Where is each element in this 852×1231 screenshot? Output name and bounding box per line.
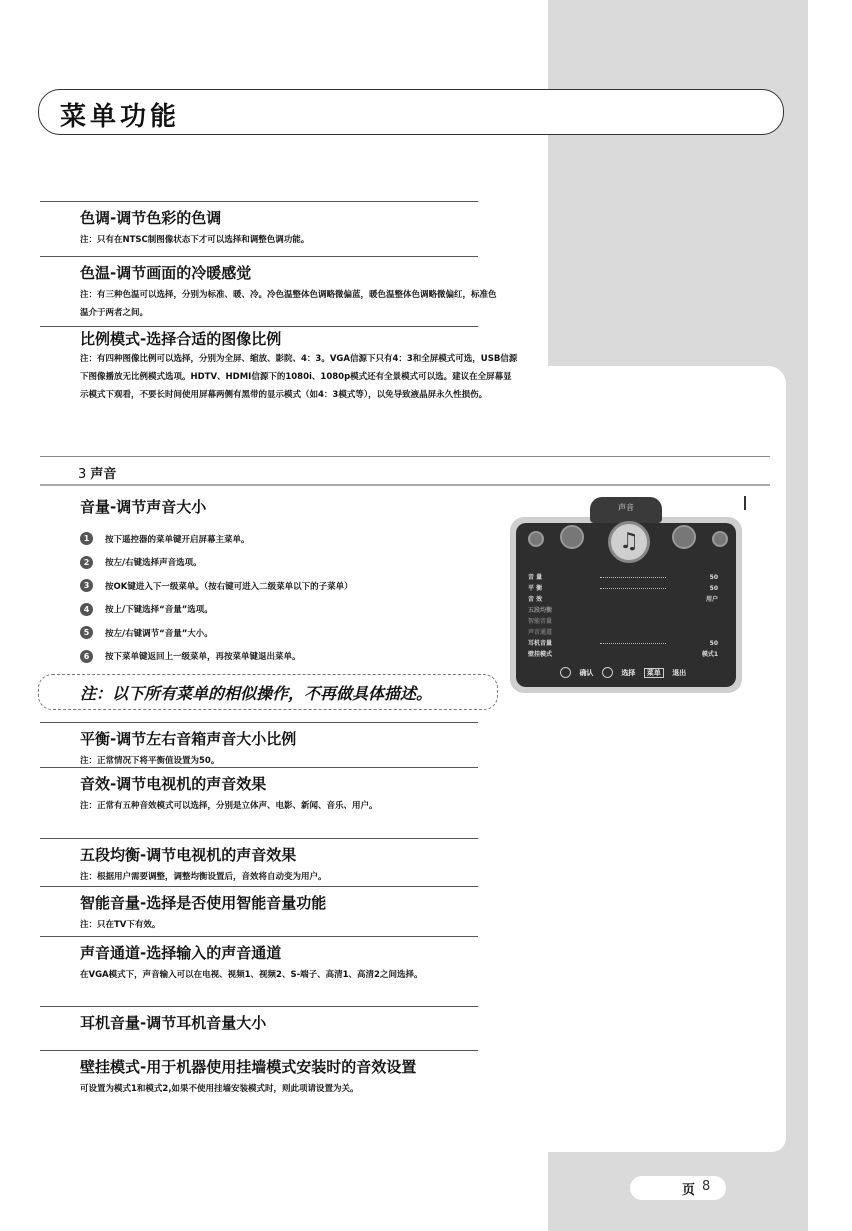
step-text: 按左/右键调节“音量”大小。 [105,628,213,639]
section-note: 注：有三种色温可以选择，分别为标准、暖、冷。冷色温整体色调略微偏蓝，暖色温整体色调略微偏红，标准色温介于两者之间。 [80,290,497,318]
step-list [80,527,353,668]
section-heading: 五段均衡-调节电视机的声音效果 [80,846,297,864]
sound-section-header [78,463,116,482]
section-number: 3 [78,467,87,482]
divider [40,1050,478,1051]
tv-icon [672,525,696,549]
section-heading: 壁挂模式-用于机器使用挂墙模式安装时的音效设置 [80,1058,417,1076]
list-item [80,527,353,551]
section-note: 可设置为模式1和模式2,如果不使用挂墙安装模式时，则此项请设置为关。 [80,1084,359,1094]
section-heading: 智能音量-选择是否使用智能音量功能 [80,894,327,912]
section-heading: 耳机音量-调节耳机音量大小 [80,1014,267,1032]
section-heading: 色温-调节画面的冷暖感觉 [80,264,252,282]
divider [40,936,478,937]
menu-footer [560,667,692,678]
select-label: 选择 [621,668,636,677]
divider [40,767,478,768]
section-heading: 音效-调节电视机的声音效果 [80,775,267,793]
list-item [80,598,353,622]
section-heading: 比例模式-选择合适的图像比例 [80,330,282,348]
step-number-icon: 4 [80,603,93,616]
step-text: 按OK键进入下一级菜单。（按右键可进入二级菜单以下的子菜单） [105,581,353,592]
music-note-icon: ♫ [608,521,650,563]
menu-row: 声音通道 [528,629,553,636]
section-heading: 声音通道-选择输入的声音通道 [80,944,282,962]
page-number-badge [630,1176,726,1200]
step-text: 按上/下键选择“音量”选项。 [105,605,213,616]
divider [40,1006,478,1007]
section-note: 注：只在TV下有效。 [80,920,161,930]
menu-row: 音 量 50 [528,574,718,581]
section-note: 注：正常情况下将平衡值设置为50。 [80,756,220,766]
section-heading: 色调-调节色彩的色调 [80,209,222,227]
step-number-icon: 3 [80,579,93,592]
gear-icon [560,525,584,549]
section-note: 在VGA模式下，声音输入可以在电视、视频1、视频2、S-端子、高清1、高清2之间选择。 [80,970,423,980]
ok-key-icon [560,667,571,678]
vertical-marker [744,496,746,510]
divider [40,484,770,486]
section-heading: 平衡-调节左右音箱声音大小比例 [80,730,297,748]
divider [40,456,770,457]
menu-row: 五段均衡 [528,607,553,614]
page-title: 菜单功能 [60,102,181,132]
page-number: 8 [702,1179,711,1194]
menu-row: 壁挂模式 模式1 [528,651,718,658]
menu-caption: 声音 [590,497,662,523]
step-text: 按左/右键选择声音选项。 [105,558,202,569]
divider [40,201,478,202]
section-note: 注：根据用户需要调整，调整均衡设置后，音效将自动变为用户。 [80,872,327,882]
select-key-icon [602,667,613,678]
page-label: 页 [682,1183,696,1198]
tv-sound-menu [510,497,742,693]
globe-icon [712,531,728,547]
list-item [80,621,353,645]
menu-key-label: 菜单 [644,668,664,678]
divider [40,256,478,257]
step-number-icon: 5 [80,626,93,639]
step-number-icon: 1 [80,532,93,545]
confirm-label: 确认 [579,668,594,677]
menu-row: 智能音量 [528,618,553,625]
menu-row: 音 效 用户 [528,596,718,603]
list-item [80,551,353,575]
list-item [80,574,353,598]
divider [40,886,478,887]
menu-row: 耳机音量 50 [528,640,718,647]
step-text: 按下遥控器的菜单键开启屏幕主菜单。 [105,534,250,545]
picture-icon [528,531,544,547]
volume-heading: 音量-调节声音大小 [80,498,207,516]
note-banner: 注：以下所有菜单的相似操作，不再做具体描述。 [80,684,433,703]
divider [40,722,478,723]
step-number-icon: 6 [80,650,93,663]
section-note: 注：有四种图像比例可以选择，分别为全屏、缩放、影院、4：3。VGA信源下只有4：3和全屏模式可选，USB信源下图像播放无比例模式选项。HDTV、HDMI信源下的1080i、1080p模式还有全景模式可以选。建议在全屏幕显示模式下观看，不要长时间使用屏幕两侧有黑带的显示模式（如4：3模式等），以免导致液晶屏永久性损伤。 [80,354,518,400]
exit-label: 退出 [672,668,687,677]
section-note: 注：正常有五种音效模式可以选择，分别是立体声、电影、新闻、音乐、用户。 [80,801,378,811]
step-number-icon: 2 [80,556,93,569]
list-item [80,645,353,669]
menu-row: 平 衡 50 [528,585,718,592]
section-note: 注：只有在NTSC制图像状态下才可以选择和调整色调功能。 [80,235,310,245]
divider [40,326,478,327]
step-text: 按下菜单键返回上一级菜单，再按菜单键退出菜单。 [105,652,301,663]
section-label: 声音 [90,467,117,482]
divider [40,838,478,839]
